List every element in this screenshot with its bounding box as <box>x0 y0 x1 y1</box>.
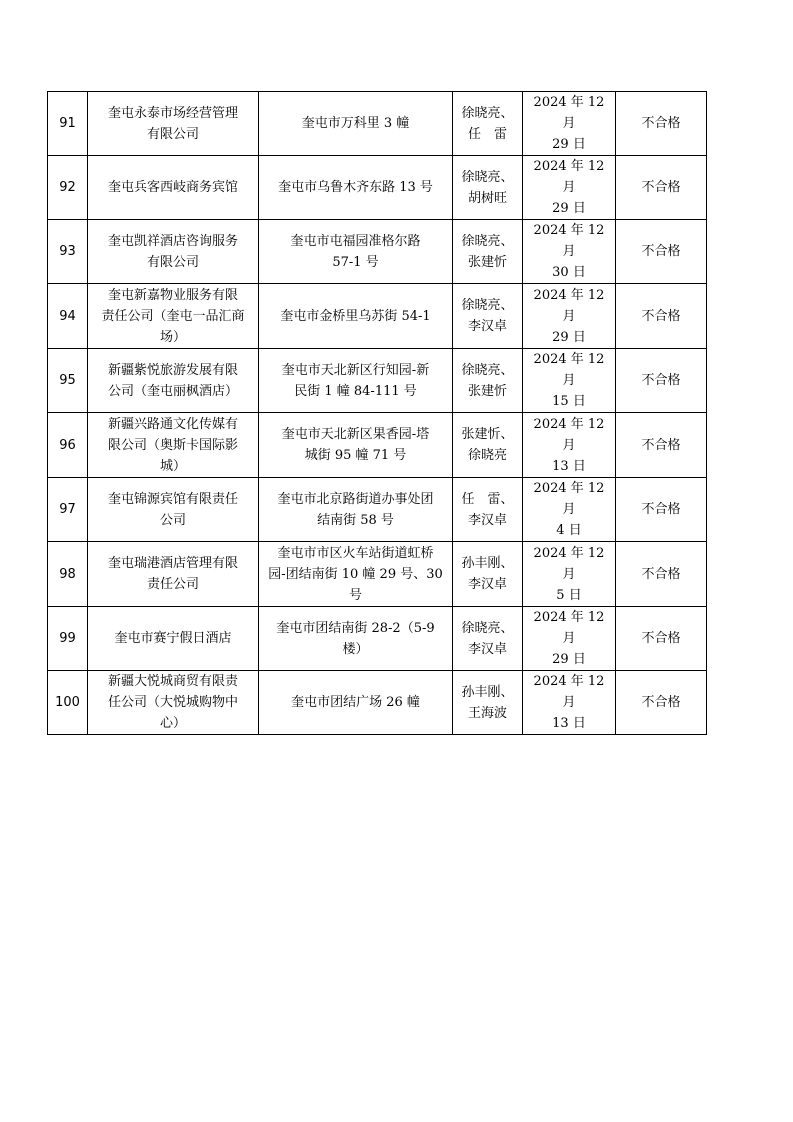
table-row <box>48 478 707 542</box>
result <box>616 220 707 284</box>
company-name <box>88 542 259 607</box>
address-line: 奎屯市天北新区果香园-塔 <box>281 427 430 442</box>
result-line: 不合格 <box>641 437 681 453</box>
row-number <box>48 607 88 671</box>
inspectors-line: 任 雷、 <box>461 491 514 507</box>
inspection-date-line: 5 日 <box>556 587 582 603</box>
result-line: 不合格 <box>641 695 681 710</box>
result <box>616 671 707 735</box>
inspectors-line: 张建忻、 <box>461 427 514 442</box>
company-name-line: 奎屯锦源宾馆有限责任 <box>107 491 238 507</box>
address <box>259 478 453 542</box>
inspection-date-line: 2024 年 12 月 <box>533 95 605 131</box>
table-row <box>48 671 707 735</box>
inspectors <box>453 607 523 671</box>
inspectors-line: 徐晓亮、 <box>461 233 514 249</box>
inspection-date <box>523 92 616 156</box>
inspectors <box>453 92 523 156</box>
inspection-date-line: 2024 年 12 月 <box>533 287 605 324</box>
table-row <box>48 607 707 671</box>
row-number <box>48 156 88 220</box>
result <box>616 413 707 478</box>
inspectors-line: 李汉卓 <box>467 319 507 334</box>
inspectors-line: 李汉卓 <box>467 577 507 592</box>
table-row <box>48 542 707 607</box>
company-name-line: 限公司（奥斯卡国际影 <box>107 437 238 453</box>
result <box>616 156 707 220</box>
inspection-date-line: 29 日 <box>552 137 586 152</box>
result <box>616 542 707 607</box>
table-row <box>48 284 707 349</box>
table-row <box>48 220 707 284</box>
inspectors-line: 徐晓亮、 <box>461 169 514 185</box>
inspectors <box>453 349 523 413</box>
address <box>259 284 453 349</box>
address-line: 民街 1 幢 84-111 号 <box>294 383 417 399</box>
company-name-line: 公司（奎屯丽枫酒店） <box>107 383 238 399</box>
company-name-line: 奎屯新嘉物业服务有限 <box>107 287 238 303</box>
company-name-line: 心） <box>159 716 186 731</box>
inspection-date <box>523 413 616 478</box>
address-line: 奎屯市乌鲁木齐东路 13 号 <box>278 180 433 195</box>
row-number <box>48 542 88 607</box>
company-name-line: 新疆紫悦旅游发展有限 <box>107 362 238 378</box>
row-number-line: 96 <box>59 437 76 453</box>
result <box>616 349 707 413</box>
row-number-line: 92 <box>59 180 76 195</box>
result-line: 不合格 <box>641 502 681 517</box>
inspection-date <box>523 349 616 413</box>
result <box>616 92 707 156</box>
company-name <box>88 607 259 671</box>
row-number-line: 99 <box>59 631 76 646</box>
inspection-date <box>523 156 616 220</box>
inspection-date-line: 2024 年 12 月 <box>533 223 605 259</box>
result-line: 不合格 <box>641 373 681 388</box>
inspectors-line: 徐晓亮、 <box>461 105 514 121</box>
address-line: 号 <box>348 587 362 603</box>
inspectors-line: 任 雷 <box>467 126 507 142</box>
inspectors-line: 张建忻 <box>467 383 507 399</box>
result-line: 不合格 <box>641 180 681 195</box>
company-name-line: 城） <box>159 458 186 474</box>
row-number-line: 98 <box>59 566 76 582</box>
inspectors-line: 孙丰刚、 <box>461 684 514 700</box>
company-name-line: 新疆大悦城商贸有限责 <box>107 674 238 689</box>
result <box>616 284 707 349</box>
table-row <box>48 92 707 156</box>
inspection-date-line: 2024 年 12 月 <box>533 481 605 517</box>
row-number-line: 93 <box>59 244 76 259</box>
inspection-date-line: 29 日 <box>552 652 586 667</box>
inspectors <box>453 478 523 542</box>
address-line: 奎屯市天北新区行知园-新 <box>281 362 430 378</box>
inspectors-line: 胡树旺 <box>467 190 507 206</box>
inspection-date <box>523 220 616 284</box>
inspectors <box>453 542 523 607</box>
address <box>259 92 453 156</box>
row-number <box>48 671 88 735</box>
result <box>616 478 707 542</box>
company-name <box>88 413 259 478</box>
address-line: 57-1 号 <box>332 254 379 270</box>
table-row <box>48 156 707 220</box>
inspectors <box>453 284 523 349</box>
company-name <box>88 349 259 413</box>
row-number <box>48 349 88 413</box>
address-line: 奎屯市金桥里乌苏街 54-1 <box>280 308 431 324</box>
inspection-date <box>523 284 616 349</box>
inspectors-line: 徐晓亮 <box>467 448 507 463</box>
row-number <box>48 478 88 542</box>
row-number <box>48 284 88 349</box>
address-line: 奎屯市屯福园准格尔路 <box>290 233 421 249</box>
inspection-date-line: 15 日 <box>552 394 586 409</box>
company-name <box>88 156 259 220</box>
company-name-line: 奎屯永泰市场经营管理 <box>107 105 238 121</box>
address-line: 奎屯市北京路街道办事处团 <box>277 491 434 507</box>
address <box>259 220 453 284</box>
address-line: 奎屯市团结南街 28-2（5-9 <box>276 620 435 636</box>
result-line: 不合格 <box>641 116 681 131</box>
inspection-date-line: 4 日 <box>556 523 582 538</box>
inspectors-line: 李汉卓 <box>467 641 507 657</box>
row-number-line: 94 <box>59 308 76 324</box>
company-name-line: 新疆兴路通文化传媒有 <box>107 416 238 432</box>
row-number <box>48 413 88 478</box>
address-line: 结南街 58 号 <box>317 512 394 528</box>
address-line: 园-团结南街 10 幢 29 号、30 <box>268 566 443 582</box>
inspectors-line: 李汉卓 <box>467 512 507 528</box>
company-name-line: 奎屯兵客西岐商务宾馆 <box>107 180 238 195</box>
row-number <box>48 220 88 284</box>
inspectors-line: 张建忻 <box>467 254 507 270</box>
inspection-date-line: 13 日 <box>552 458 586 474</box>
table-row <box>48 349 707 413</box>
company-name-line: 奎屯市赛宁假日酒店 <box>114 631 232 646</box>
address-line: 城街 95 幢 71 号 <box>304 448 407 463</box>
inspection-date-line: 29 日 <box>552 201 586 216</box>
company-name-line: 奎屯瑞港酒店管理有限 <box>107 556 238 571</box>
company-name <box>88 220 259 284</box>
company-name-line: 公司 <box>159 512 186 528</box>
inspection-date <box>523 542 616 607</box>
result <box>616 607 707 671</box>
result-line: 不合格 <box>641 244 681 259</box>
inspection-date-line: 2024 年 12 月 <box>533 159 605 195</box>
inspectors-line: 徐晓亮、 <box>461 362 514 378</box>
inspection-date <box>523 478 616 542</box>
inspectors <box>453 220 523 284</box>
company-name-line: 奎屯凯祥酒店咨询服务 <box>107 233 238 249</box>
inspection-date <box>523 607 616 671</box>
address-line: 奎屯市市区火车站街道虹桥 <box>277 545 434 561</box>
result-line: 不合格 <box>641 308 681 324</box>
company-name-line: 任公司（大悦城购物中 <box>107 695 238 710</box>
inspectors-line: 徐晓亮、 <box>461 620 514 636</box>
row-number <box>48 92 88 156</box>
inspection-date-line: 2024 年 12 月 <box>533 545 605 582</box>
row-number-line: 95 <box>59 373 76 388</box>
table-body <box>48 92 707 735</box>
row-number-line: 97 <box>59 502 76 517</box>
company-name-line: 场） <box>159 329 186 345</box>
company-name <box>88 478 259 542</box>
inspection-date-line: 2024 年 12 月 <box>533 352 605 388</box>
inspection-date-line: 2024 年 12 月 <box>533 610 605 646</box>
inspectors-line: 孙丰刚、 <box>461 556 514 571</box>
table-row <box>48 413 707 478</box>
inspection-results-table <box>47 91 707 735</box>
result-line: 不合格 <box>641 631 681 646</box>
address-line: 奎屯市团结广场 26 幢 <box>291 695 420 710</box>
company-name-line: 有限公司 <box>146 126 199 142</box>
inspectors <box>453 156 523 220</box>
inspection-date-line: 30 日 <box>552 265 586 280</box>
inspectors <box>453 413 523 478</box>
address <box>259 671 453 735</box>
inspection-date-line: 2024 年 12 月 <box>533 416 605 453</box>
address-line: 奎屯市万科里 3 幢 <box>301 116 410 131</box>
address <box>259 607 453 671</box>
company-name-line: 有限公司 <box>146 254 199 270</box>
company-name <box>88 92 259 156</box>
address <box>259 413 453 478</box>
inspectors <box>453 671 523 735</box>
inspectors-line: 王海波 <box>467 705 507 721</box>
address <box>259 156 453 220</box>
inspection-date-line: 13 日 <box>552 716 586 731</box>
address <box>259 349 453 413</box>
row-number-line: 91 <box>59 116 76 131</box>
company-name <box>88 671 259 735</box>
row-number-line: 100 <box>55 695 80 710</box>
company-name <box>88 284 259 349</box>
company-name-line: 责任公司 <box>146 577 199 592</box>
company-name-line: 责任公司（奎屯一品汇商 <box>101 308 245 324</box>
inspection-date <box>523 671 616 735</box>
inspection-date-line: 2024 年 12 月 <box>533 674 605 710</box>
address <box>259 542 453 607</box>
result-line: 不合格 <box>641 566 681 582</box>
inspectors-line: 徐晓亮、 <box>461 298 514 313</box>
inspection-date-line: 29 日 <box>552 329 586 345</box>
address-line: 楼） <box>342 641 369 657</box>
